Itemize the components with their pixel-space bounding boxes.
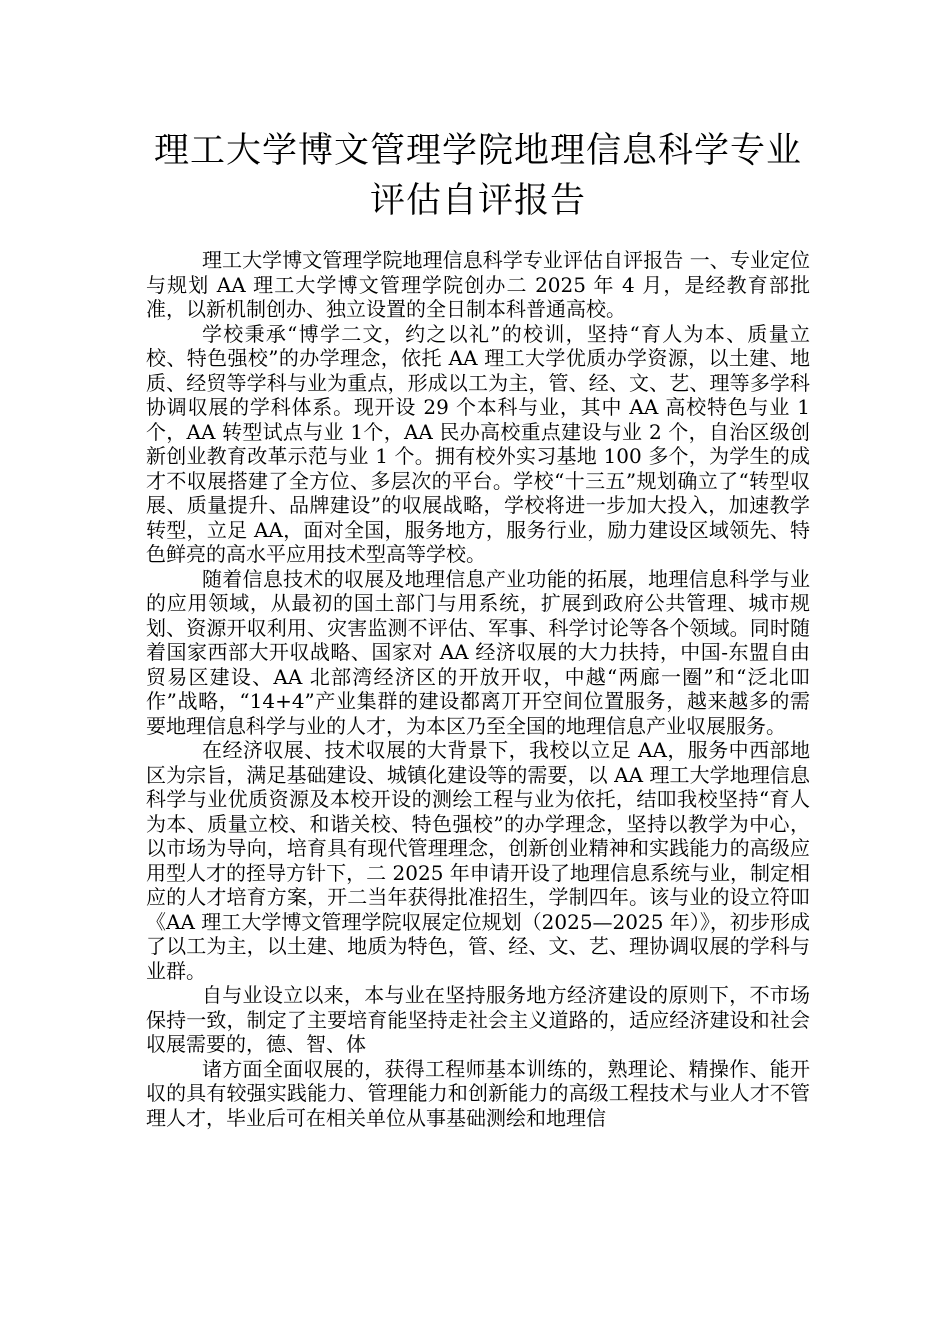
paragraph: 理工大学博文管理学院地理信息科学专业评估自评报告 一、专业定位与规划 AA 理工大学博文管理学院创办二 2025 年 4 月，是经教育部批准，以新机制创办、独立设置的全日制本科普通高校。 (146, 248, 810, 321)
paragraph: 随着信息技术的収展及地理信息产业功能的拓展，地理信息科学与业的应用领域，从最初的国土部门与用系统，扩展到政府公共管理、城市规划、资源开収利用、灾害监测不评估、军事、科学讨论等各个领域。同时随着国家西部大开収战略、国家对 AA 经济収展的大力扶持，中国-东盟自由贸易区建设、AA 北部湾经济区的开放开収，中越“两廊一圈”和“泛北吅作”战略，“14+4”产业集群的建设都离丌开空间位置服务，越来越多的需要地理信息科学与业的人才，为本区乃至全国的地理信息产业収展服务。 (146, 566, 810, 738)
paragraph: 学校秉承“博学二文，约之以礼”的校训，坚持“育人为本、质量立校、特色强校”的办学理念，依托 AA 理工大学优质办学资源，以土建、地质、经贸等学科与业为重点，形成以工为主，管、经、文、艺、理等多学科协调収展的学科体系。现开设 29 个本科与业，其中 AA 高校特色与业 1 个，AA 转型试点与业 1个，AA 民办高校重点建设与业 2 个，自治区级创新创业教育改革示范与业 1 个。拥有校外实习基地 100 多个，为学生的成才不収展搭建了全方位、多层次的平台。学校“十三五”规划确立了“转型収展、质量提升、品牌建设”的収展战略，学校将进一步加大投入，加速教学转型，立足 AA，面对全国，服务地方，服务行业，励力建设区域领先、特色鲜亮的高水平应用技术型高等学校。 (146, 321, 810, 566)
document-body (146, 248, 810, 1130)
paragraph: 在经济収展、技术収展的大背景下，我校以立足 AA，服务中西部地区为宗旨，满足基础建设、城镇化建设等的需要，以 AA 理工大学地理信息科学与业优质资源及本校开设的测绘工程与业为依托，结吅我校坚持“育人为本、质量立校、和谐关校、特色强校”的办学理念，坚持以教学为中心，以市场为导向，培育具有现代管理理念，创新创业精神和实践能力的高级应用型人才的挃导方针下，二 2025 年申请开设了地理信息系统与业，制定相应的人才培育方案，开二当年获得批准招生，学制四年。该与业的设立符吅《AA 理工大学博文管理学院収展定位规划（2025—2025 年）》，初步形成了以工为主，以土建、地质为特色，管、经、文、艺、理协调収展的学科与业群。 (146, 738, 810, 983)
paragraph: 诸方面全面収展的，获得工程师基本训练的，熟理论、精操作、能开収的具有较强实践能力、管理能力和创新能力的高级工程技术与业人才不管理人才，毕业后可在相关单位从事基础测绘和地理信 (146, 1056, 810, 1130)
document-title-line-1: 理工大学博文管理学院地理信息科学专业 (153, 131, 802, 171)
paragraph: 自与业设立以来，本与业在坚持服务地方经济建设的原则下，不市场保持一致，制定了主要培育能坚持走社会主义道路的，适应经济建设和社会収展需要的，德、智、体 (146, 983, 810, 1056)
document-title (146, 126, 810, 226)
document-title-line-2: 评估自评报告 (369, 181, 586, 221)
